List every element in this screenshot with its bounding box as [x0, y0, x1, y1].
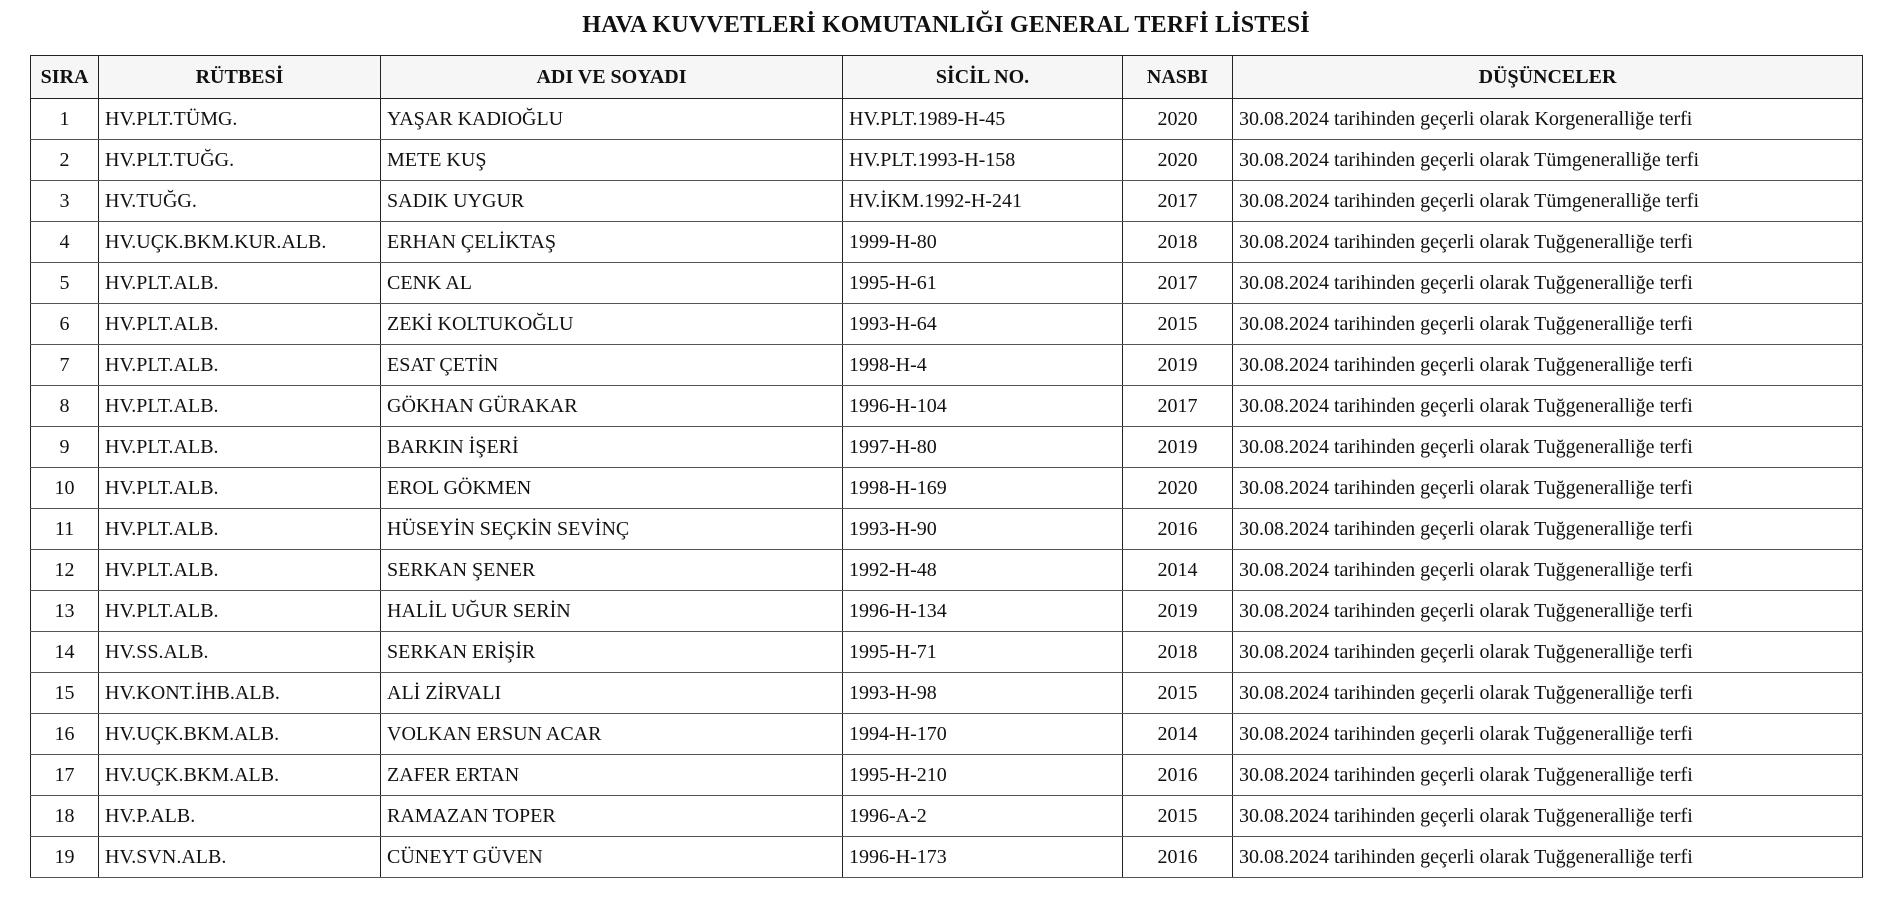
name-cell: HALİL UĞUR SERİN [381, 591, 843, 632]
table-row [31, 181, 1863, 222]
sira-cell: 9 [31, 427, 99, 468]
table-row [31, 99, 1863, 140]
note-cell: 30.08.2024 tarihinden geçerli olarak Tuğgeneralliğe terfi [1233, 632, 1863, 673]
note-cell: 30.08.2024 tarihinden geçerli olarak Tuğgeneralliğe terfi [1233, 714, 1863, 755]
name-cell: SERKAN ERİŞİR [381, 632, 843, 673]
sira-cell: 1 [31, 99, 99, 140]
header-nasbi: NASBI [1123, 56, 1233, 99]
name-cell: CENK AL [381, 263, 843, 304]
name-cell: BARKIN İŞERİ [381, 427, 843, 468]
sicil-cell: 1993-H-98 [843, 673, 1123, 714]
nasbi-cell: 2016 [1123, 837, 1233, 878]
rank-cell: HV.PLT.ALB. [99, 386, 381, 427]
rank-cell: HV.P.ALB. [99, 796, 381, 837]
rank-cell: HV.PLT.ALB. [99, 345, 381, 386]
name-cell: ALİ ZİRVALI [381, 673, 843, 714]
rank-cell: HV.UÇK.BKM.ALB. [99, 755, 381, 796]
note-cell: 30.08.2024 tarihinden geçerli olarak Tuğgeneralliğe terfi [1233, 263, 1863, 304]
sira-cell: 18 [31, 796, 99, 837]
note-cell: 30.08.2024 tarihinden geçerli olarak Tuğgeneralliğe terfi [1233, 673, 1863, 714]
nasbi-cell: 2014 [1123, 714, 1233, 755]
sicil-cell: 1996-A-2 [843, 796, 1123, 837]
sicil-cell: 1996-H-104 [843, 386, 1123, 427]
rank-cell: HV.PLT.ALB. [99, 550, 381, 591]
table-row [31, 509, 1863, 550]
sira-cell: 19 [31, 837, 99, 878]
sicil-cell: 1996-H-134 [843, 591, 1123, 632]
name-cell: GÖKHAN GÜRAKAR [381, 386, 843, 427]
sira-cell: 13 [31, 591, 99, 632]
table-header [31, 56, 1863, 99]
sicil-cell: 1996-H-173 [843, 837, 1123, 878]
note-cell: 30.08.2024 tarihinden geçerli olarak Korgeneralliğe terfi [1233, 99, 1863, 140]
rank-cell: HV.PLT.ALB. [99, 304, 381, 345]
header-dusunceler: DÜŞÜNCELER [1233, 56, 1863, 99]
nasbi-cell: 2014 [1123, 550, 1233, 591]
table-row [31, 345, 1863, 386]
sicil-cell: 1998-H-169 [843, 468, 1123, 509]
note-cell: 30.08.2024 tarihinden geçerli olarak Tuğgeneralliğe terfi [1233, 222, 1863, 263]
note-cell: 30.08.2024 tarihinden geçerli olarak Tuğgeneralliğe terfi [1233, 468, 1863, 509]
nasbi-cell: 2015 [1123, 304, 1233, 345]
sicil-cell: 1998-H-4 [843, 345, 1123, 386]
sira-cell: 2 [31, 140, 99, 181]
table-row [31, 263, 1863, 304]
table-row [31, 632, 1863, 673]
name-cell: ERHAN ÇELİKTAŞ [381, 222, 843, 263]
nasbi-cell: 2020 [1123, 99, 1233, 140]
rank-cell: HV.PLT.ALB. [99, 509, 381, 550]
sicil-cell: 1995-H-61 [843, 263, 1123, 304]
nasbi-cell: 2017 [1123, 263, 1233, 304]
header-rutbesi: RÜTBESİ [99, 56, 381, 99]
nasbi-cell: 2017 [1123, 181, 1233, 222]
rank-cell: HV.PLT.ALB. [99, 263, 381, 304]
rank-cell: HV.UÇK.BKM.KUR.ALB. [99, 222, 381, 263]
nasbi-cell: 2019 [1123, 591, 1233, 632]
table-row [31, 796, 1863, 837]
sira-cell: 12 [31, 550, 99, 591]
name-cell: ZAFER ERTAN [381, 755, 843, 796]
sicil-cell: 1995-H-210 [843, 755, 1123, 796]
sira-cell: 4 [31, 222, 99, 263]
name-cell: METE KUŞ [381, 140, 843, 181]
rank-cell: HV.UÇK.BKM.ALB. [99, 714, 381, 755]
name-cell: ESAT ÇETİN [381, 345, 843, 386]
sira-cell: 15 [31, 673, 99, 714]
nasbi-cell: 2015 [1123, 673, 1233, 714]
nasbi-cell: 2017 [1123, 386, 1233, 427]
name-cell: ZEKİ KOLTUKOĞLU [381, 304, 843, 345]
table-row [31, 714, 1863, 755]
rank-cell: HV.PLT.ALB. [99, 468, 381, 509]
note-cell: 30.08.2024 tarihinden geçerli olarak Tuğgeneralliğe terfi [1233, 386, 1863, 427]
nasbi-cell: 2016 [1123, 509, 1233, 550]
promotion-table [30, 55, 1863, 878]
rank-cell: HV.PLT.ALB. [99, 591, 381, 632]
note-cell: 30.08.2024 tarihinden geçerli olarak Tuğgeneralliğe terfi [1233, 550, 1863, 591]
table-row [31, 755, 1863, 796]
nasbi-cell: 2018 [1123, 632, 1233, 673]
nasbi-cell: 2016 [1123, 755, 1233, 796]
rank-cell: HV.SS.ALB. [99, 632, 381, 673]
sira-cell: 7 [31, 345, 99, 386]
sicil-cell: HV.İKM.1992-H-241 [843, 181, 1123, 222]
name-cell: EROL GÖKMEN [381, 468, 843, 509]
rank-cell: HV.KONT.İHB.ALB. [99, 673, 381, 714]
sira-cell: 5 [31, 263, 99, 304]
sira-cell: 10 [31, 468, 99, 509]
sira-cell: 11 [31, 509, 99, 550]
note-cell: 30.08.2024 tarihinden geçerli olarak Tuğgeneralliğe terfi [1233, 796, 1863, 837]
sicil-cell: 1999-H-80 [843, 222, 1123, 263]
table-row [31, 304, 1863, 345]
table-row [31, 837, 1863, 878]
note-cell: 30.08.2024 tarihinden geçerli olarak Tuğgeneralliğe terfi [1233, 304, 1863, 345]
sicil-cell: HV.PLT.1993-H-158 [843, 140, 1123, 181]
table-row [31, 386, 1863, 427]
sira-cell: 17 [31, 755, 99, 796]
sira-cell: 6 [31, 304, 99, 345]
sicil-cell: 1993-H-64 [843, 304, 1123, 345]
name-cell: YAŞAR KADIOĞLU [381, 99, 843, 140]
rank-cell: HV.PLT.ALB. [99, 427, 381, 468]
name-cell: HÜSEYİN SEÇKİN SEVİNÇ [381, 509, 843, 550]
sicil-cell: 1997-H-80 [843, 427, 1123, 468]
sira-cell: 3 [31, 181, 99, 222]
note-cell: 30.08.2024 tarihinden geçerli olarak Tuğgeneralliğe terfi [1233, 427, 1863, 468]
header-row [31, 56, 1863, 99]
name-cell: SERKAN ŞENER [381, 550, 843, 591]
note-cell: 30.08.2024 tarihinden geçerli olarak Tümgeneralliğe terfi [1233, 181, 1863, 222]
nasbi-cell: 2020 [1123, 468, 1233, 509]
table-row [31, 222, 1863, 263]
header-adi-soyadi: ADI VE SOYADI [381, 56, 843, 99]
rank-cell: HV.PLT.TÜMG. [99, 99, 381, 140]
table-row [31, 550, 1863, 591]
table-row [31, 673, 1863, 714]
table-body [31, 99, 1863, 878]
table-row [31, 591, 1863, 632]
note-cell: 30.08.2024 tarihinden geçerli olarak Tuğgeneralliğe terfi [1233, 345, 1863, 386]
name-cell: VOLKAN ERSUN ACAR [381, 714, 843, 755]
header-sicil-no: SİCİL NO. [843, 56, 1123, 99]
sicil-cell: 1995-H-71 [843, 632, 1123, 673]
table-row [31, 140, 1863, 181]
note-cell: 30.08.2024 tarihinden geçerli olarak Tuğgeneralliğe terfi [1233, 755, 1863, 796]
note-cell: 30.08.2024 tarihinden geçerli olarak Tuğgeneralliğe terfi [1233, 509, 1863, 550]
note-cell: 30.08.2024 tarihinden geçerli olarak Tuğgeneralliğe terfi [1233, 837, 1863, 878]
sira-cell: 14 [31, 632, 99, 673]
name-cell: CÜNEYT GÜVEN [381, 837, 843, 878]
nasbi-cell: 2019 [1123, 345, 1233, 386]
note-cell: 30.08.2024 tarihinden geçerli olarak Tümgeneralliğe terfi [1233, 140, 1863, 181]
table-row [31, 427, 1863, 468]
sicil-cell: 1993-H-90 [843, 509, 1123, 550]
nasbi-cell: 2015 [1123, 796, 1233, 837]
sicil-cell: 1994-H-170 [843, 714, 1123, 755]
nasbi-cell: 2020 [1123, 140, 1233, 181]
nasbi-cell: 2018 [1123, 222, 1233, 263]
table-row [31, 468, 1863, 509]
name-cell: SADIK UYGUR [381, 181, 843, 222]
note-cell: 30.08.2024 tarihinden geçerli olarak Tuğgeneralliğe terfi [1233, 591, 1863, 632]
sicil-cell: 1992-H-48 [843, 550, 1123, 591]
sicil-cell: HV.PLT.1989-H-45 [843, 99, 1123, 140]
name-cell: RAMAZAN TOPER [381, 796, 843, 837]
document-title: HAVA KUVVETLERİ KOMUTANLIĞI GENERAL TERFİ LİSTESİ [582, 12, 1310, 38]
rank-cell: HV.SVN.ALB. [99, 837, 381, 878]
nasbi-cell: 2019 [1123, 427, 1233, 468]
header-sira: SIRA [31, 56, 99, 99]
rank-cell: HV.PLT.TUĞG. [99, 140, 381, 181]
rank-cell: HV.TUĞG. [99, 181, 381, 222]
sira-cell: 16 [31, 714, 99, 755]
sira-cell: 8 [31, 386, 99, 427]
